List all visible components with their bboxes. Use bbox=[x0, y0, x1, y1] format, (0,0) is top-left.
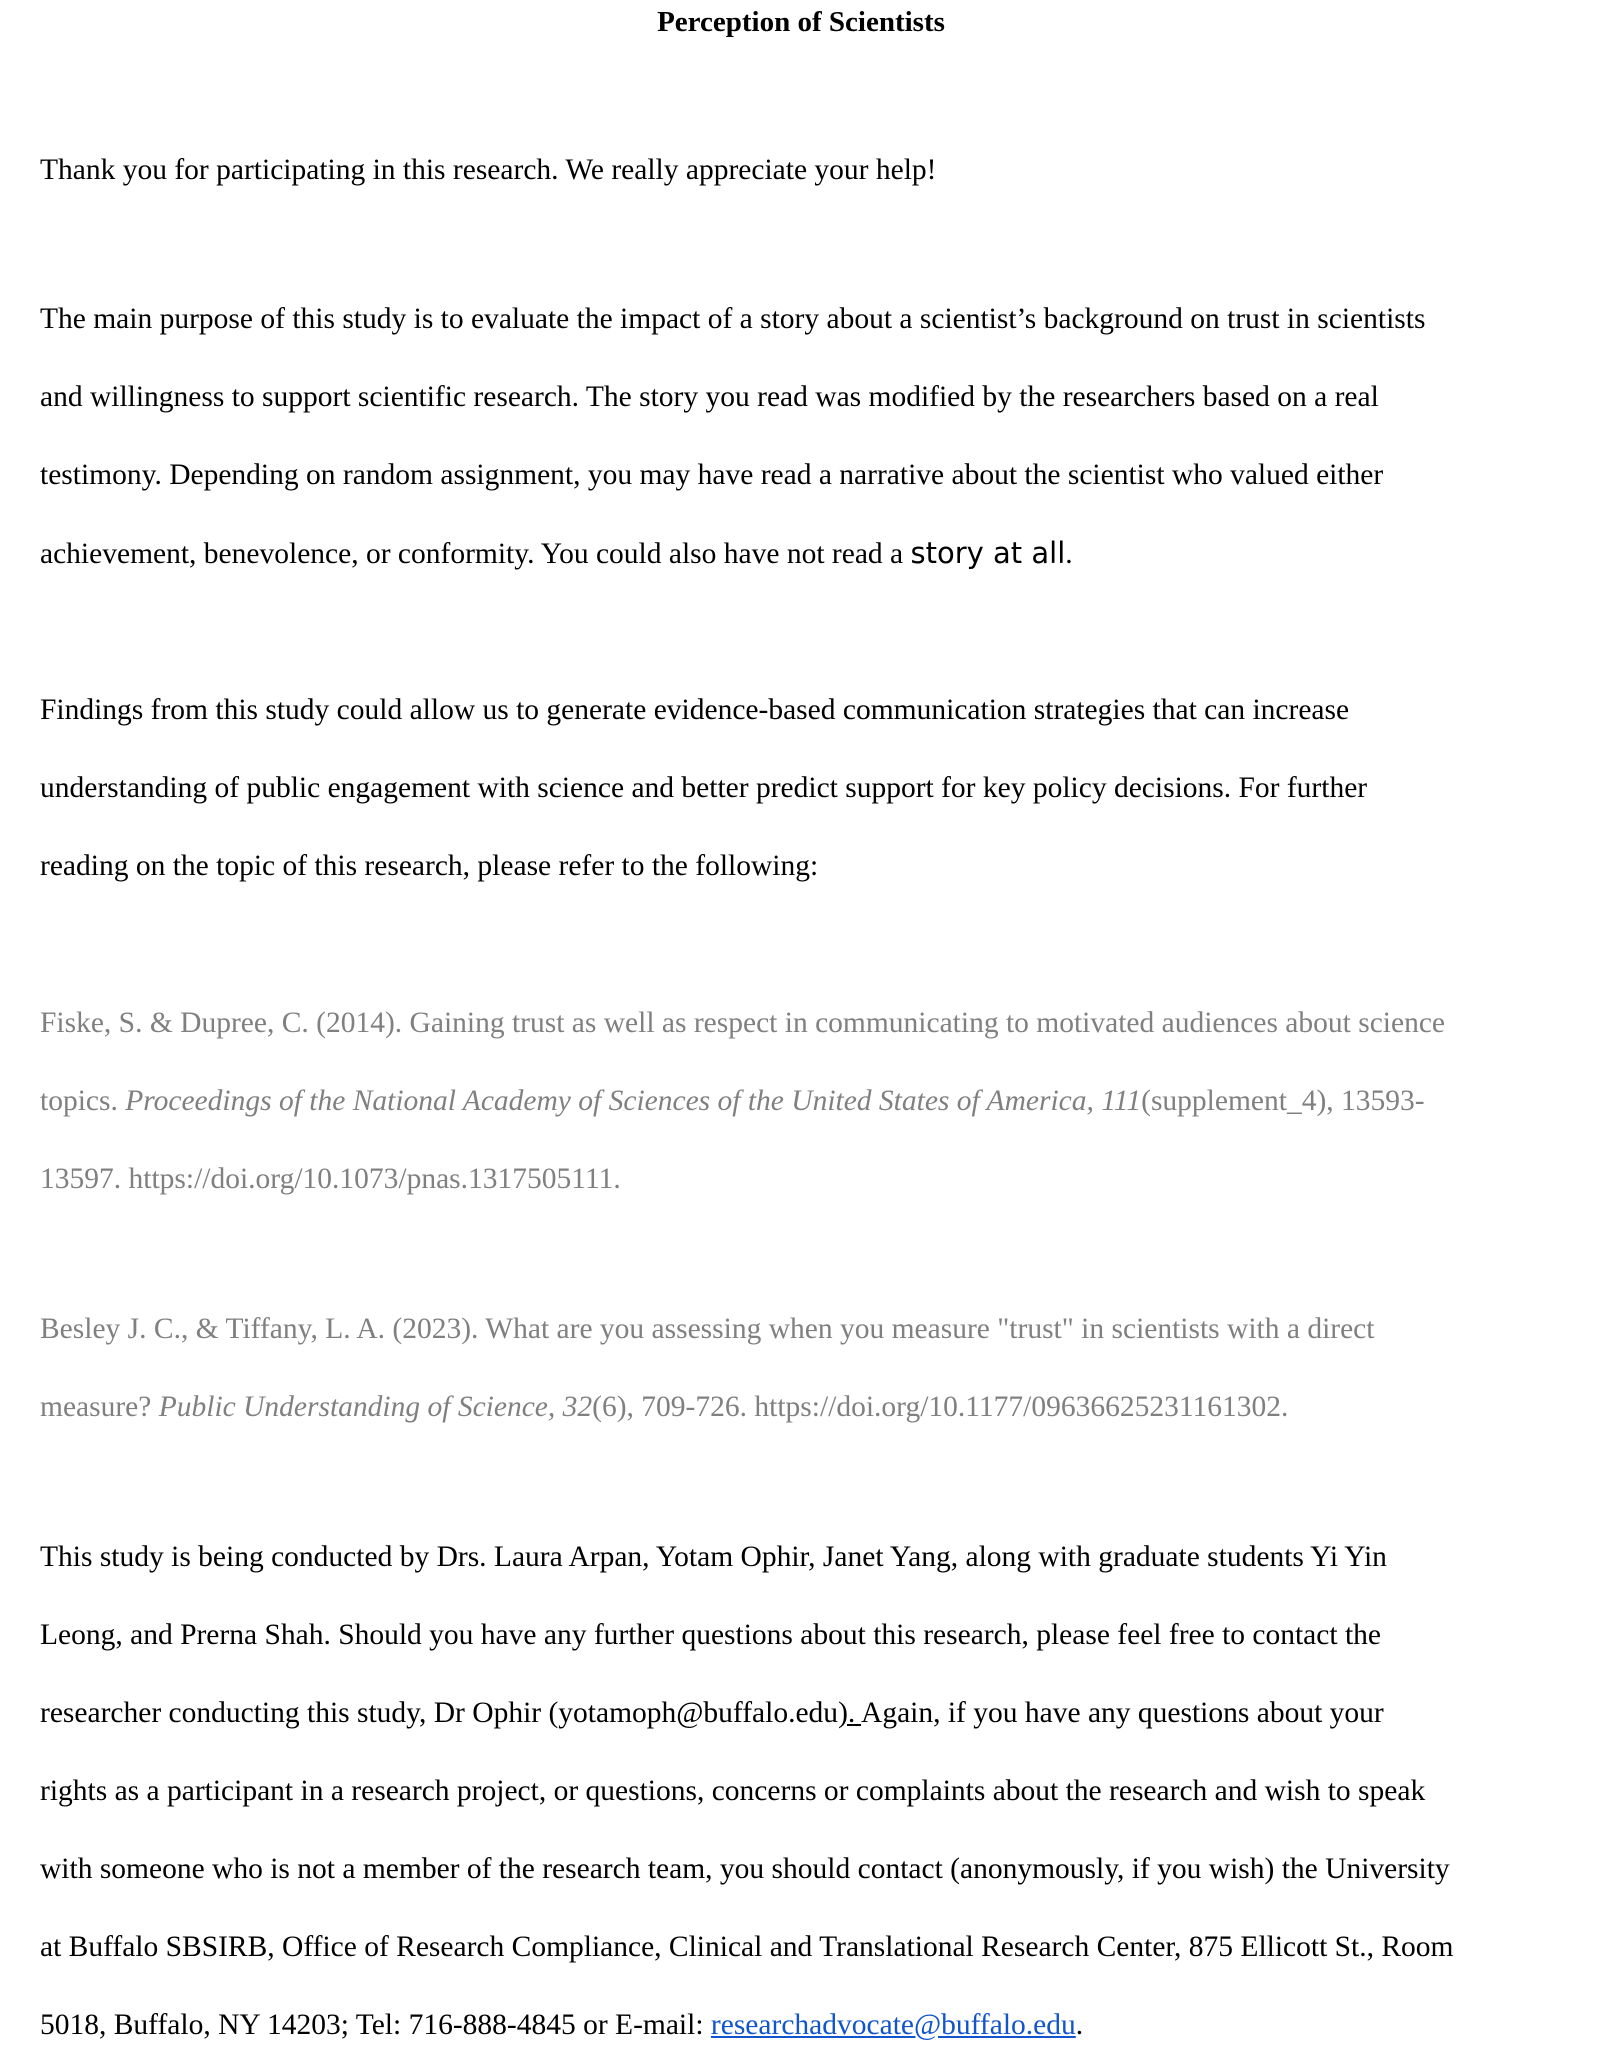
ref2-line-1: Besley J. C., & Tiffany, L. A. (2023). What are you assessing when you measure "trust" in scientists with a direct bbox=[40, 1313, 1375, 1345]
ref1-line-2-text: topics. bbox=[40, 1085, 126, 1117]
purpose-paragraph bbox=[40, 280, 1580, 592]
contact-line-1: This study is being conducted by Drs. Laura Arpan, Yotam Ophir, Janet Yang, along with graduate students Yi Yin bbox=[40, 1541, 1387, 1573]
contact-line-2: Leong, and Prerna Shah. Should you have any further questions about this research, please feel free to contact the bbox=[40, 1619, 1381, 1651]
reference-fiske bbox=[40, 984, 1580, 1218]
purpose-line-4-tail: story at all bbox=[910, 536, 1066, 570]
contact-paragraph bbox=[40, 1518, 1580, 2064]
ref2-line-2-tail: (6), 709-726. https://doi.org/10.1177/09636625231161302. bbox=[592, 1391, 1289, 1423]
ref1-line-2-tail: (supplement_4), 13593- bbox=[1141, 1085, 1425, 1117]
contact-line-7-text: 5018, Buffalo, NY 14203; Tel: 716-888-4845 or E-mail: bbox=[40, 2009, 711, 2041]
contact-line-7-period: . bbox=[1075, 2009, 1084, 2041]
purpose-line-4 bbox=[40, 514, 1580, 592]
purpose-line-2: and willingness to support scientific research. The story you read was modified by the researchers based on a real bbox=[40, 381, 1379, 413]
findings-line-2: understanding of public engagement with science and better predict support for key policy decisions. For further bbox=[40, 772, 1368, 804]
findings-line-1: Findings from this study could allow us to generate evidence-based communication strategies that can increase bbox=[40, 694, 1350, 726]
findings-line-3: reading on the topic of this research, please refer to the following: bbox=[40, 850, 819, 882]
purpose-line-3: testimony. Depending on random assignment, you may have read a narrative about the scientist who valued either bbox=[40, 459, 1384, 491]
contact-line-3-underlined: ). bbox=[838, 1697, 862, 1729]
contact-line-4: rights as a participant in a research project, or questions, concerns or complaints about the research and wish to speak bbox=[40, 1775, 1426, 1807]
ref1-journal: Proceedings of the National Academy of Sciences of the United States of America, 111 bbox=[125, 1085, 1142, 1117]
ref2-line-2-text: measure? bbox=[40, 1391, 159, 1423]
purpose-line-4-text: achievement, benevolence, or conformity. You could also have not read a bbox=[40, 538, 911, 570]
purpose-line-1: The main purpose of this study is to evaluate the impact of a story about a scientist’s background on trust in scientists bbox=[40, 303, 1426, 335]
ref1-line-1: Fiske, S. & Dupree, C. (2014). Gaining trust as well as respect in communicating to motivated audiences about science bbox=[40, 1007, 1446, 1039]
contact-line-7 bbox=[40, 1986, 1580, 2064]
ref1-line-2 bbox=[40, 1062, 1580, 1140]
contact-line-3 bbox=[40, 1674, 1580, 1752]
ref1-line-3: 13597. https://doi.org/10.1073/pnas.1317505111. bbox=[40, 1163, 621, 1195]
purpose-line-4-period: . bbox=[1065, 538, 1073, 570]
contact-line-3-text: researcher conducting this study, Dr Ophir (yotamoph@buffalo.edu bbox=[40, 1697, 839, 1729]
page-title: Perception of Scientists bbox=[657, 6, 945, 38]
ref2-line-2 bbox=[40, 1368, 1580, 1446]
findings-paragraph bbox=[40, 671, 1580, 905]
contact-line-3-tail: Again, if you have any questions about your bbox=[861, 1697, 1384, 1729]
reference-besley bbox=[40, 1290, 1580, 1446]
contact-line-6: at Buffalo SBSIRB, Office of Research Compliance, Clinical and Translational Research Center, 875 Ellicott St., Room bbox=[40, 1931, 1454, 1963]
email-link[interactable]: researchadvocate@buffalo.edu bbox=[710, 2009, 1076, 2041]
thanks-line: Thank you for participating in this research. We really appreciate your help! bbox=[40, 154, 937, 186]
ref2-journal: Public Understanding of Science, 32 bbox=[158, 1391, 593, 1423]
thanks-paragraph bbox=[40, 131, 1580, 209]
contact-line-5: with someone who is not a member of the research team, you should contact (anonymously, if you wish) the University bbox=[40, 1853, 1450, 1885]
